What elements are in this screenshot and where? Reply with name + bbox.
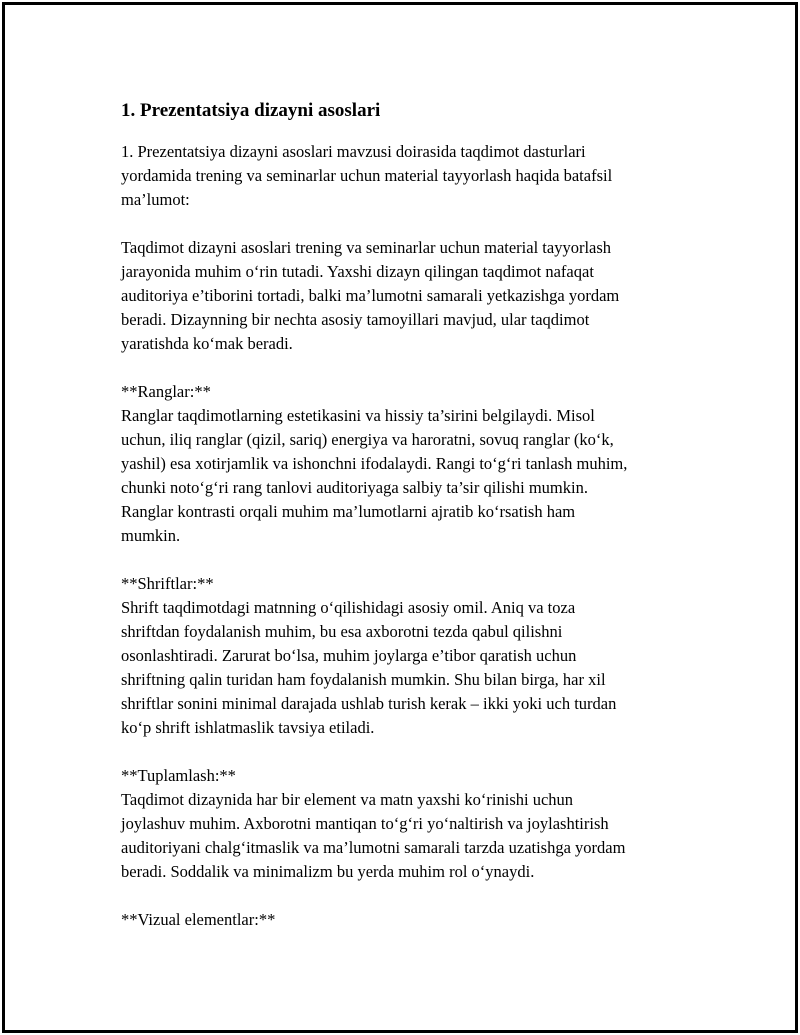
paragraph [121,908,691,932]
text-line: joylashuv muhim. Axborotni mantiqan to‘g‘ri yo‘naltirish va joylashtirish [121,814,609,833]
text-line: auditoriya e’tiborini tortadi, balki ma’lumotni samarali yetkazishga yordam [121,286,620,305]
paragraph [121,572,691,740]
text-line: **Tuplamlash:** [121,766,236,785]
text-line: Ranglar kontrasti orqali muhim ma’lumotlarni ajratib ko‘rsatish ham [121,502,576,521]
text-line: jarayonida muhim o‘rin tutadi. Yaxshi dizayn qilingan taqdimot nafaqat [121,262,594,281]
text-line: uchun, iliq ranglar (qizil, sariq) energiya va haroratni, sovuq ranglar (ko‘k, [121,430,614,449]
text-line: beradi. Dizaynning bir nechta asosiy tamoyillari mavjud, ular taqdimot [121,310,590,329]
text-line: Taqdimot dizayni asoslari trening va seminarlar uchun material tayyorlash [121,238,612,257]
text-line: **Vizual elementlar:** [121,910,276,929]
text-line: beradi. Soddalik va minimalizm bu yerda muhim rol o‘ynaydi. [121,862,535,881]
text-line: yashil) esa xotirjamlik va ishonchni ifodalaydi. Rangi to‘g‘ri tanlash muhim, [121,454,628,473]
text-line: ma’lumot: [121,190,190,209]
paragraph-list [121,140,691,932]
paragraph [121,236,691,356]
text-line: shriftlar sonini minimal darajada ushlab turish kerak – ikki yoki uch turdan [121,694,617,713]
text-line: 1. Prezentatsiya dizayni asoslari mavzusi doirasida taqdimot dasturlari [121,142,586,161]
text-line: ko‘p shrift ishlatmaslik tavsiya etiladi. [121,718,375,737]
paragraph [121,764,691,884]
paragraph [121,140,691,212]
section-heading: 1. Prezentatsiya dizayni asoslari [121,100,381,121]
paragraph [121,380,691,548]
text-line: mumkin. [121,526,181,545]
text-line: auditoriyani chalg‘itmaslik va ma’lumotni samarali tarzda uzatishga yordam [121,838,626,857]
text-line: yaratishda ko‘mak beradi. [121,334,293,353]
text-line: shriftdan foydalanish muhim, bu esa axborotni tezda qabul qilishni [121,622,563,641]
text-line: Shrift taqdimotdagi matnning o‘qilishidagi asosiy omil. Aniq va toza [121,598,576,617]
page-frame [2,2,798,1033]
text-line: **Shriftlar:** [121,574,214,593]
text-line: Taqdimot dizaynida har bir element va matn yaxshi ko‘rinishi uchun [121,790,574,809]
text-line: chunki noto‘g‘ri rang tanlovi auditoriyaga salbiy ta’sir qilishi mumkin. [121,478,588,497]
text-line: Ranglar taqdimotlarning estetikasini va hissiy ta’sirini belgilaydi. Misol [121,406,595,425]
text-line: yordamida trening va seminarlar uchun material tayyorlash haqida batafsil [121,166,613,185]
text-line: shriftning qalin turidan ham foydalanish mumkin. Shu bilan birga, har xil [121,670,606,689]
document-body [121,99,691,956]
text-line: **Ranglar:** [121,382,211,401]
text-line: osonlashtiradi. Zarurat bo‘lsa, muhim joylarga e’tibor qaratish uchun [121,646,577,665]
